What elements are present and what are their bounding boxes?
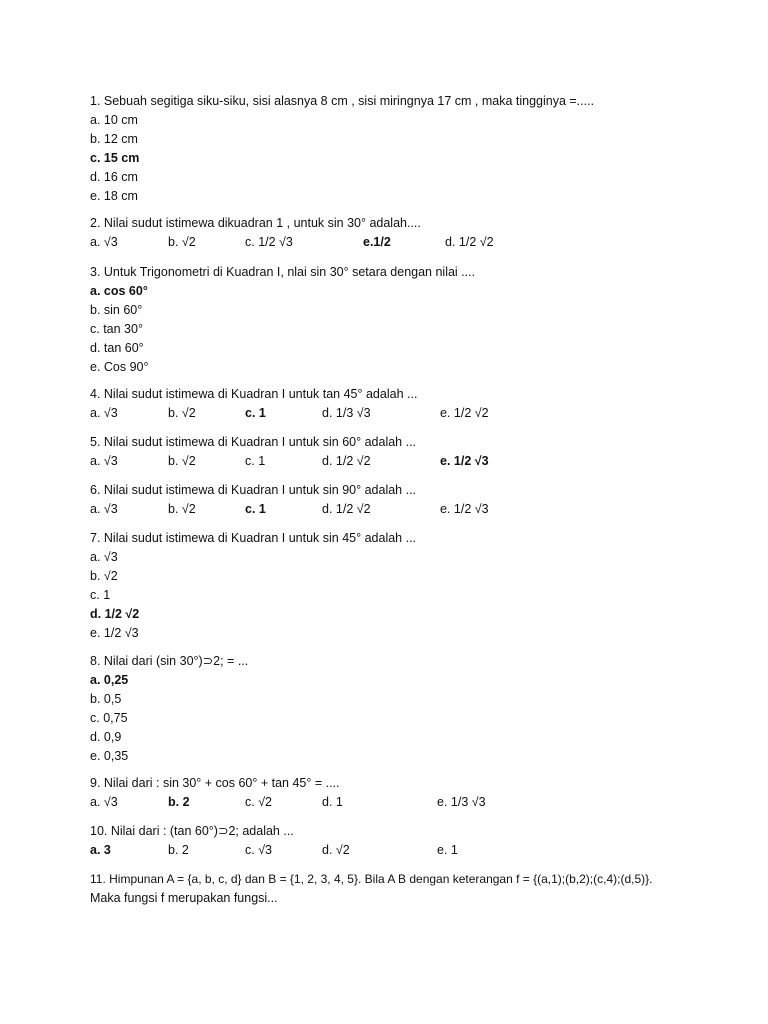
question-4-option-d: d. 1/3 √3 — [322, 406, 371, 420]
question-5-option-b: b. √2 — [168, 454, 196, 468]
question-2 — [90, 214, 710, 252]
question-10-option-e: e. 1 — [437, 843, 458, 857]
question-5-option-a: a. √3 — [90, 454, 118, 468]
question-4-options — [90, 404, 710, 423]
question-5-text: 5. Nilai sudut istimewa di Kuadran I untuk sin 60° adalah ... — [90, 435, 417, 449]
question-1-text: 1. Sebuah segitiga siku-siku, sisi alasnya 8 cm , sisi miringnya 17 cm , maka tingginya =..... — [90, 94, 595, 108]
question-6-option-e: e. 1/2 √3 — [440, 502, 489, 516]
question-2-option-a: a. √3 — [90, 235, 118, 249]
question-8-option-e: e. 0,35 — [90, 749, 129, 763]
question-8 — [90, 652, 248, 766]
question-10 — [90, 822, 710, 860]
question-10-options — [90, 841, 710, 860]
question-10-option-b: b. 2 — [168, 843, 189, 857]
question-6-options — [90, 500, 710, 519]
question-7-option-b: b. √2 — [90, 569, 118, 583]
question-7-option-e: e. 1/2 √3 — [90, 626, 139, 640]
question-2-option-b: b. √2 — [168, 235, 196, 249]
question-7-option-a: a. √3 — [90, 550, 118, 564]
question-2-option-e: e.1/2 — [363, 235, 391, 249]
question-1-option-b: b. 12 cm — [90, 132, 138, 146]
question-4-text: 4. Nilai sudut istimewa di Kuadran I untuk tan 45° adalah ... — [90, 387, 418, 401]
question-11-text-line-1: 11. Himpunan A = {a, b, c, d} dan B = {1, 2, 3, 4, 5}. Bila A B dengan keterangan f = {(a,1);(b,2);(c,4);(d,5)}. — [90, 872, 653, 886]
question-3-option-e: e. Cos 90° — [90, 360, 149, 374]
question-1-option-d: d. 16 cm — [90, 170, 138, 184]
question-1-option-c: c. 15 cm — [90, 151, 140, 165]
question-4-option-e: e. 1/2 √2 — [440, 406, 489, 420]
question-9-option-e: e. 1/3 √3 — [437, 795, 486, 809]
question-5-options — [90, 452, 710, 471]
question-10-text: 10. Nilai dari : (tan 60°)⊃2; adalah ... — [90, 824, 294, 838]
question-4-option-c: c. 1 — [245, 406, 266, 420]
question-5-option-d: d. 1/2 √2 — [322, 454, 371, 468]
question-8-option-b: b. 0,5 — [90, 692, 122, 706]
question-8-text: 8. Nilai dari (sin 30°)⊃2; = ... — [90, 654, 249, 668]
question-1 — [90, 92, 594, 206]
question-7-option-d: d. 1/2 √2 — [90, 607, 140, 621]
question-8-option-a: a. 0,25 — [90, 673, 129, 687]
question-3-option-c: c. tan 30° — [90, 322, 143, 336]
question-2-text: 2. Nilai sudut istimewa dikuadran 1 , untuk sin 30° adalah.... — [90, 216, 421, 230]
question-6-option-b: b. √2 — [168, 502, 196, 516]
question-2-option-d: d. 1/2 √2 — [445, 235, 494, 249]
question-7-text: 7. Nilai sudut istimewa di Kuadran I untuk sin 45° adalah ... — [90, 531, 417, 545]
question-2-option-c: c. 1/2 √3 — [245, 235, 293, 249]
question-10-option-c: c. √3 — [245, 843, 273, 857]
question-9-text: 9. Nilai dari : sin 30° + cos 60° + tan 45° = .... — [90, 776, 340, 790]
question-1-option-e: e. 18 cm — [90, 189, 138, 203]
question-6-option-c: c. 1 — [245, 502, 266, 516]
question-9-option-b: b. 2 — [168, 795, 190, 809]
question-3-option-a: a. cos 60° — [90, 284, 148, 298]
question-5-option-c: c. 1 — [245, 454, 266, 468]
question-9 — [90, 774, 710, 812]
question-4-option-a: a. √3 — [90, 406, 118, 420]
question-6 — [90, 481, 710, 519]
question-4-option-b: b. √2 — [168, 406, 196, 420]
question-5 — [90, 433, 710, 471]
question-6-option-a: a. √3 — [90, 502, 118, 516]
question-3-option-d: d. tan 60° — [90, 341, 144, 355]
question-7-option-c: c. 1 — [90, 588, 111, 602]
question-10-option-d: d. √2 — [322, 843, 350, 857]
question-10-option-a: a. 3 — [90, 843, 111, 857]
question-11 — [90, 870, 652, 908]
question-4 — [90, 385, 710, 423]
question-9-options — [90, 793, 710, 812]
question-9-option-d: d. 1 — [322, 795, 343, 809]
question-3-text: 3. Untuk Trigonometri di Kuadran I, nlai sin 30° setara dengan nilai .... — [90, 265, 476, 279]
question-3-option-b: b. sin 60° — [90, 303, 143, 317]
question-6-text: 6. Nilai sudut istimewa di Kuadran I untuk sin 90° adalah ... — [90, 483, 417, 497]
question-5-option-e: e. 1/2 √3 — [440, 454, 489, 468]
question-8-option-c: c. 0,75 — [90, 711, 128, 725]
question-9-option-c: c. √2 — [245, 795, 273, 809]
question-8-option-d: d. 0,9 — [90, 730, 122, 744]
question-11-text-line-2: Maka fungsi f merupakan fungsi... — [90, 891, 278, 905]
question-2-options — [90, 233, 710, 252]
question-6-option-d: d. 1/2 √2 — [322, 502, 371, 516]
question-1-option-a: a. 10 cm — [90, 113, 138, 127]
question-7 — [90, 529, 416, 643]
question-3 — [90, 263, 475, 377]
question-9-option-a: a. √3 — [90, 795, 118, 809]
